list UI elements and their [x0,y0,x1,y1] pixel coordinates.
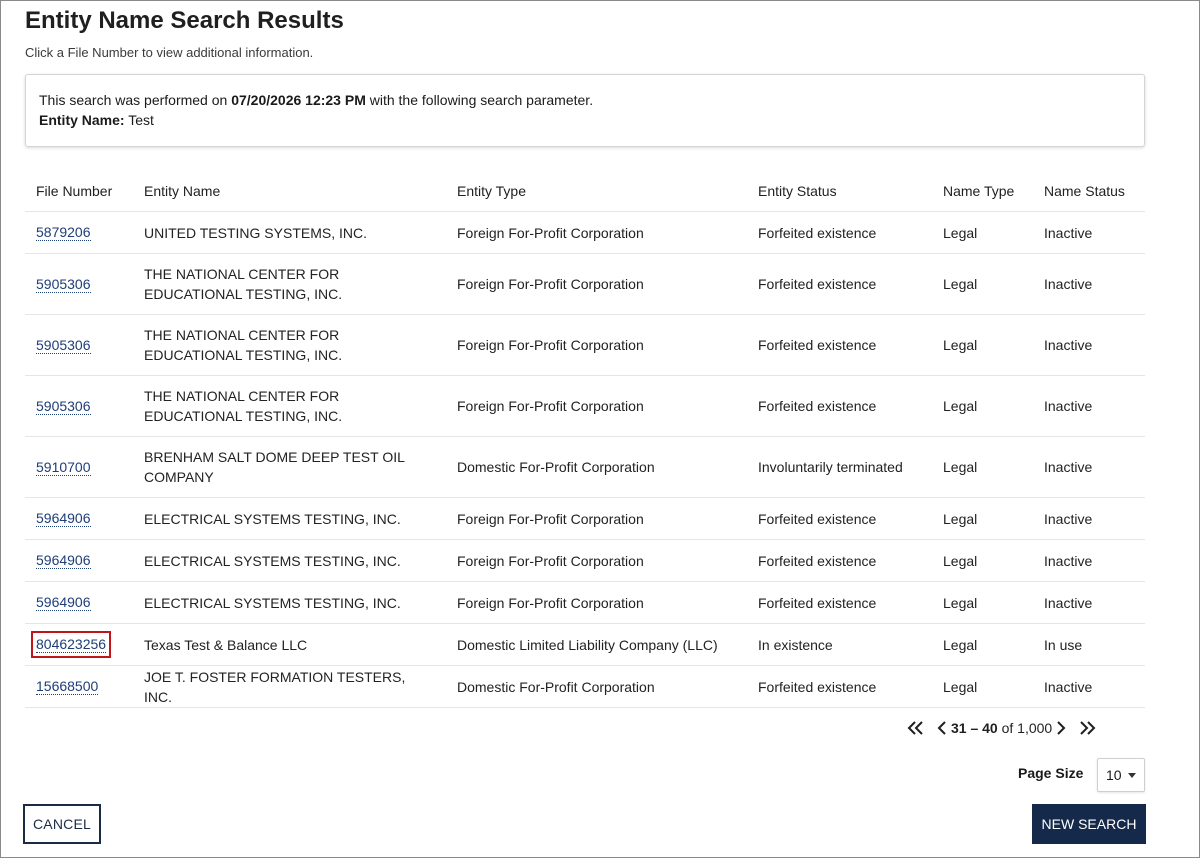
column-header-name-status[interactable]: Name Status [1033,170,1145,212]
name-status-cell: Inactive [1033,540,1145,582]
entity-name-cell: THE NATIONAL CENTER FOR EDUCATIONAL TESTING, INC. [133,376,446,437]
name-type-cell: Legal [932,212,1033,254]
search-performed-line [39,90,1131,110]
entity-status-cell: In existence [747,624,932,666]
entity-name-cell: JOE T. FOSTER FORMATION TESTERS, INC. [133,666,446,708]
file-number-link[interactable]: 5905306 [36,397,91,414]
entity-name-cell: ELECTRICAL SYSTEMS TESTING, INC. [133,498,446,540]
name-type-cell: Legal [932,315,1033,376]
last-page-icon[interactable] [1078,720,1096,736]
entity-name-cell: BRENHAM SALT DOME DEEP TEST OIL COMPANY [133,437,446,498]
search-prefix-text: This search was performed on [39,92,232,108]
entity-type-cell: Foreign For-Profit Corporation [446,582,747,624]
file-number-link[interactable]: 5964906 [36,510,91,526]
table-row [25,540,1145,582]
table-row [25,376,1145,437]
name-status-cell: Inactive [1033,498,1145,540]
file-number-link[interactable]: 5905306 [36,336,91,353]
entity-name-value: Test [124,112,154,128]
cancel-button[interactable]: CANCEL [23,804,101,844]
name-status-cell: Inactive [1033,376,1145,437]
previous-page-icon[interactable] [937,720,947,736]
entity-status-cell: Forfeited existence [747,376,932,437]
name-type-cell: Legal [932,376,1033,437]
entity-status-cell: Forfeited existence [747,212,932,254]
entity-status-cell: Forfeited existence [747,540,932,582]
entity-name-cell: ELECTRICAL SYSTEMS TESTING, INC. [133,540,446,582]
entity-status-cell: Forfeited existence [747,254,932,315]
first-page-icon[interactable] [907,720,925,736]
table-row [25,437,1145,498]
table-row [25,624,1145,666]
page-size-value: 10 [1106,767,1122,783]
new-search-button[interactable]: NEW SEARCH [1032,804,1146,844]
table-row [25,254,1145,315]
file-number-cell [25,582,133,624]
file-number-link[interactable]: 5905306 [36,275,91,292]
pagination [907,717,1096,739]
name-status-cell: In use [1033,624,1145,666]
table-row [25,315,1145,376]
entity-type-cell: Foreign For-Profit Corporation [446,254,747,315]
chevron-down-icon [1128,773,1136,778]
file-number-link[interactable]: 5910700 [36,458,91,475]
entity-name-cell: Texas Test & Balance LLC [133,624,446,666]
file-number-link[interactable]: 15668500 [36,678,99,694]
file-number-cell [25,498,133,540]
page-range-values: 31 – 40 [951,720,998,736]
entity-name-cell: THE NATIONAL CENTER FOR EDUCATIONAL TESTING, INC. [133,254,446,315]
name-type-cell: Legal [932,582,1033,624]
file-number-link[interactable]: 5879206 [36,224,91,240]
entity-status-cell: Forfeited existence [747,582,932,624]
search-datetime: 07/20/2026 12:23 PM [231,92,366,108]
entity-type-cell: Foreign For-Profit Corporation [446,376,747,437]
results-table [25,170,1145,708]
column-header-entity-name[interactable]: Entity Name [133,170,446,212]
search-parameters-box [25,74,1145,147]
name-status-cell: Inactive [1033,315,1145,376]
table-row [25,666,1145,708]
name-type-cell: Legal [932,437,1033,498]
table-row [25,212,1145,254]
page-title: Entity Name Search Results [25,7,344,34]
file-number-cell [25,540,133,582]
file-number-cell [25,666,133,708]
file-number-cell [25,376,133,437]
entity-name-param-line [39,110,1131,130]
file-number-cell [25,254,133,315]
entity-type-cell: Foreign For-Profit Corporation [446,498,747,540]
entity-status-cell: Forfeited existence [747,315,932,376]
name-type-cell: Legal [932,624,1033,666]
entity-type-cell: Foreign For-Profit Corporation [446,540,747,582]
table-row [25,582,1145,624]
page-range-total: of 1,000 [997,720,1053,736]
file-number-cell [25,315,133,376]
entity-name-label: Entity Name: [39,112,125,128]
file-number-link[interactable]: 5964906 [36,594,91,610]
page-size-dropdown[interactable] [1097,758,1145,792]
name-status-cell: Inactive [1033,582,1145,624]
column-header-entity-status[interactable]: Entity Status [747,170,932,212]
name-type-cell: Legal [932,666,1033,708]
name-type-cell: Legal [932,540,1033,582]
table-header-row [25,170,1145,212]
table-row [25,498,1145,540]
search-suffix-text: with the following search parameter. [365,92,594,108]
entity-name-cell: UNITED TESTING SYSTEMS, INC. [133,212,446,254]
entity-status-cell: Forfeited existence [747,666,932,708]
page-size-label: Page Size [1018,765,1084,781]
entity-type-cell: Foreign For-Profit Corporation [446,212,747,254]
entity-name-cell: THE NATIONAL CENTER FOR EDUCATIONAL TESTING, INC. [133,315,446,376]
file-number-cell [25,624,133,666]
next-page-icon[interactable] [1056,720,1066,736]
entity-status-cell: Involuntarily terminated [747,437,932,498]
entity-status-cell: Forfeited existence [747,498,932,540]
entity-type-cell: Foreign For-Profit Corporation [446,315,747,376]
name-status-cell: Inactive [1033,212,1145,254]
name-status-cell: Inactive [1033,254,1145,315]
entity-name-cell: ELECTRICAL SYSTEMS TESTING, INC. [133,582,446,624]
page-subtitle: Click a File Number to view additional information. [25,45,314,60]
page-range [951,720,1052,736]
column-header-file-number[interactable]: File Number [25,170,133,212]
column-header-name-type[interactable]: Name Type [932,170,1033,212]
entity-type-cell: Domestic For-Profit Corporation [446,437,747,498]
name-type-cell: Legal [932,498,1033,540]
file-number-cell [25,212,133,254]
name-status-cell: Inactive [1033,437,1145,498]
name-status-cell: Inactive [1033,666,1145,708]
column-header-entity-type[interactable]: Entity Type [446,170,747,212]
entity-type-cell: Domestic For-Profit Corporation [446,666,747,708]
file-number-link-highlighted[interactable]: 804623256 [36,636,107,652]
file-number-cell [25,437,133,498]
name-type-cell: Legal [932,254,1033,315]
entity-type-cell: Domestic Limited Liability Company (LLC) [446,624,747,666]
file-number-link[interactable]: 5964906 [36,552,91,568]
